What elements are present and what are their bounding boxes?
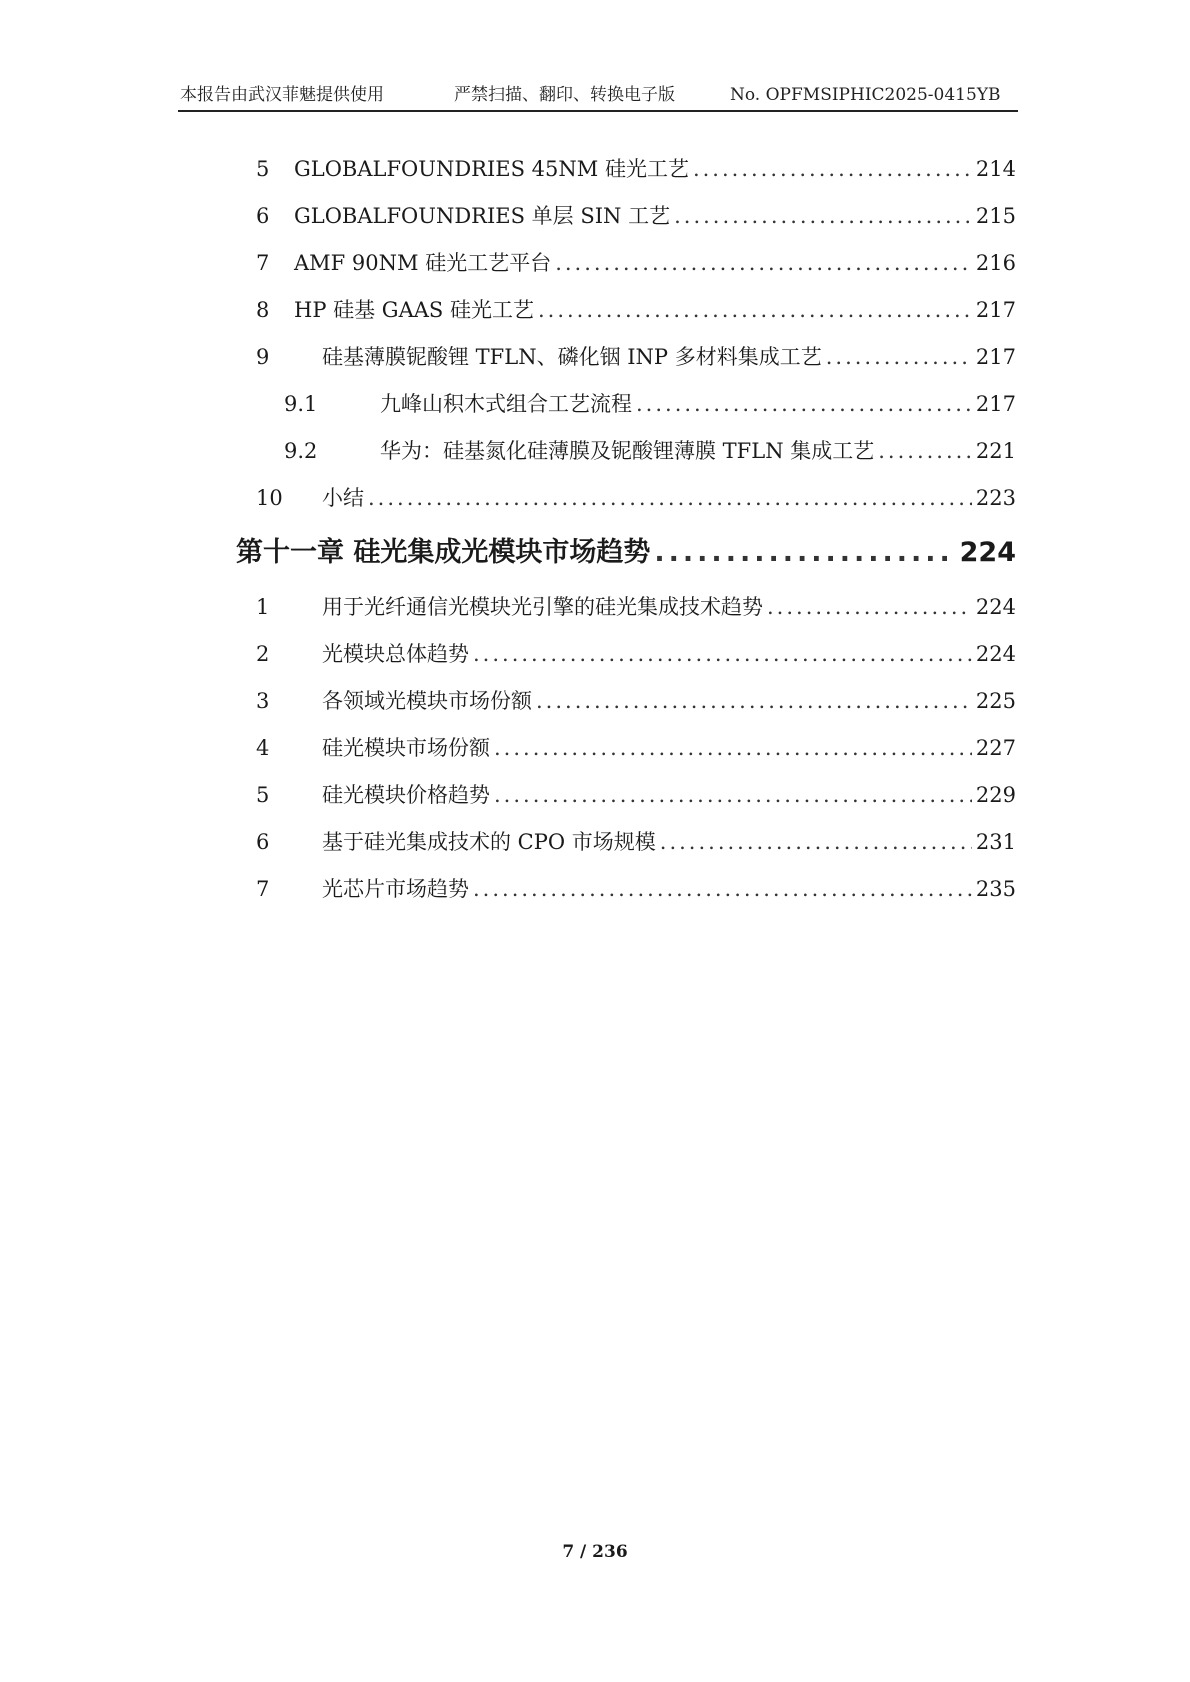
dot-leader [538,293,972,327]
toc-entry-title: 光芯片市场趋势 [322,877,469,901]
toc-entry-title: GLOBALFOUNDRIES 45NM 硅光工艺 [294,157,689,181]
page-number: 7 / 236 [562,1542,628,1562]
header-copy-warning: 严禁扫描、翻印、转换电子版 [454,85,675,105]
toc-entry-number: 8 [256,298,270,322]
toc-entry-number: 7 [256,251,270,275]
dot-leader [368,481,972,515]
toc-chapter-heading[interactable] [236,531,1016,575]
toc-entry-page: 229 [975,783,1016,807]
toc-entry-number: 9.1 [284,392,318,416]
toc-entry-title: 九峰山积木式组合工艺流程 [380,392,632,416]
dot-leader [536,684,972,718]
toc-subentry[interactable] [284,434,1016,468]
toc-entry-title: GLOBALFOUNDRIES 单层 SIN 工艺 [294,204,671,228]
toc-entry[interactable] [256,199,1016,233]
toc-entry-number: 4 [256,736,270,760]
toc-entry-page: 225 [975,689,1016,713]
toc-entry-number: 10 [256,486,283,510]
toc-entry-title: 用于光纤通信光模块光引擎的硅光集成技术趋势 [322,595,763,619]
dot-leader [693,152,972,186]
toc-entry-page: 224 [975,642,1016,666]
toc-entry-title: 各领域光模块市场份额 [322,689,532,713]
toc-entry[interactable] [256,637,1016,671]
toc-entry-page: 231 [975,830,1016,854]
dot-leader [555,246,972,280]
toc-entry-title: 小结 [322,486,364,510]
toc-entry-page: 217 [975,298,1016,322]
toc-entry-number: 9 [256,345,270,369]
toc-entry-number: 5 [256,783,270,807]
toc-entry-title: 硅光模块市场份额 [322,736,490,760]
chapter-title: 第十一章 硅光集成光模块市场趋势 [236,537,651,568]
toc-entry[interactable] [256,152,1016,186]
toc-entry[interactable] [256,731,1016,765]
chapter-page: 224 [959,537,1016,568]
toc-entry-page: 217 [975,345,1016,369]
toc-subentry[interactable] [284,387,1016,421]
toc-entry-title: 基于硅光集成技术的 CPO 市场规模 [322,830,656,854]
toc-entry-page: 214 [975,157,1016,181]
dot-leader [878,434,972,468]
toc-entry-page: 227 [975,736,1016,760]
toc-entry-number: 3 [256,689,270,713]
toc-entry-page: 221 [975,439,1016,463]
toc-entry-number: 2 [256,642,270,666]
toc-entry-number: 6 [256,204,270,228]
toc-entry[interactable] [256,293,1016,327]
header-usage-note: 本报告由武汉菲魅提供使用 [180,85,384,105]
dot-leader [494,778,972,812]
toc-entry-page: 224 [975,595,1016,619]
toc-entry-number: 5 [256,157,270,181]
toc-entry-title: 硅基薄膜铌酸锂 TFLN、磷化铟 INP 多材料集成工艺 [322,345,822,369]
toc-entry-page: 216 [975,251,1016,275]
dot-leader [494,731,972,765]
toc-entry-page: 215 [975,204,1016,228]
toc-entry[interactable] [256,825,1016,859]
dot-leader [654,531,955,575]
dot-leader [674,199,972,233]
toc-entry[interactable] [256,778,1016,812]
toc-entry[interactable] [256,481,1016,515]
toc-entry-number: 9.2 [284,439,318,463]
dot-leader [767,590,972,624]
toc-entry-title: 华为：硅基氮化硅薄膜及铌酸锂薄膜 TFLN 集成工艺 [380,439,875,463]
toc-entry-number: 6 [256,830,270,854]
toc-entry-title: AMF 90NM 硅光工艺平台 [294,251,552,275]
toc-entry-title: 硅光模块价格趋势 [322,783,490,807]
toc-entry[interactable] [256,684,1016,718]
toc-entry-title: 光模块总体趋势 [322,642,469,666]
toc-entry[interactable] [256,872,1016,906]
dot-leader [826,340,972,374]
dot-leader [473,872,972,906]
toc-entry[interactable] [256,590,1016,624]
toc-entry-title: HP 硅基 GAAS 硅光工艺 [294,298,534,322]
toc-entry[interactable] [256,340,1016,374]
dot-leader [660,825,972,859]
toc-entry-page: 217 [975,392,1016,416]
toc-entry-page: 223 [975,486,1016,510]
dot-leader [636,387,972,421]
toc-entry[interactable] [256,246,1016,280]
toc-entry-number: 7 [256,877,270,901]
toc-entry-number: 1 [256,595,270,619]
toc-entry-page: 235 [975,877,1016,901]
header-document-number: No. OPFMSIPHIC2025-0415YB [730,85,1001,105]
dot-leader [473,637,972,671]
